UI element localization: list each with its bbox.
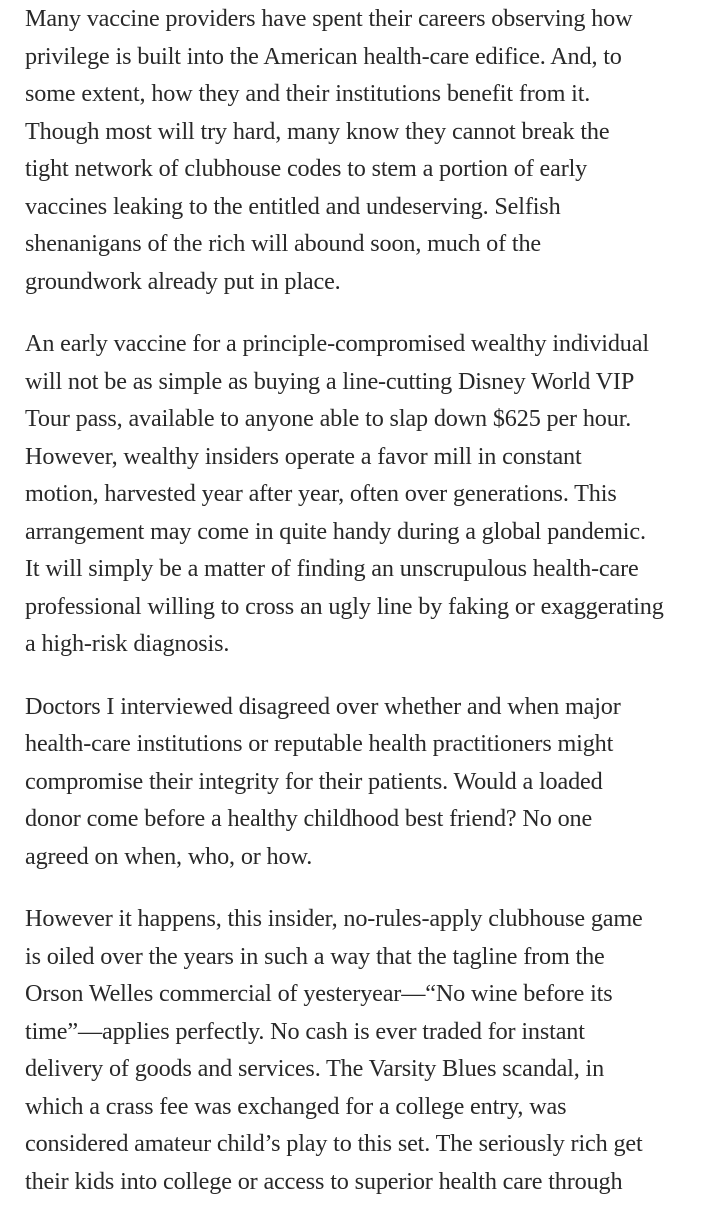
text-line: An early vaccine for a principle-compromised wealthy individual <box>25 330 649 357</box>
text-line: motion, harvested year after year, often over generations. This <box>25 480 617 507</box>
text-line: a high-risk diagnosis. <box>25 630 230 657</box>
text-line: professional willing to cross an ugly line by faking or exaggerating <box>25 592 664 620</box>
text-line: their kids into college or access to superior health care through <box>25 1167 623 1195</box>
text-line: arrangement may come in quite handy during a global pandemic. <box>25 517 646 545</box>
text-line: agreed on when, who, or how. <box>25 842 313 870</box>
text-line: Many vaccine providers have spent their careers observing how <box>25 5 633 32</box>
text-line: However it happens, this insider, no-rules-apply clubhouse game <box>25 905 643 932</box>
text-line: Doctors I interviewed disagreed over whether and when major <box>25 692 621 720</box>
text-line: time”—applies perfectly. No cash is ever traded for instant <box>25 1017 585 1045</box>
text-line: considered amateur child’s play to this set. The seriously rich get <box>25 1130 643 1157</box>
text-line: compromise their integrity for their patients. Would a loaded <box>25 767 603 795</box>
text-line: vaccines leaking to the entitled and undeserving. Selfish <box>25 192 561 220</box>
paragraph-1 <box>25 0 715 300</box>
text-line: tight network of clubhouse codes to stem a portion of early <box>25 155 588 182</box>
paragraph-2 <box>25 325 715 663</box>
text-line: However, wealthy insiders operate a favor mill in constant <box>25 442 582 470</box>
text-line: delivery of goods and services. The Varsity Blues scandal, in <box>25 1055 605 1082</box>
text-line: privilege is built into the American health-care edifice. And, to <box>25 42 622 70</box>
article-body <box>25 0 715 1200</box>
text-line: groundwork already put in place. <box>25 267 341 295</box>
paragraph-4 <box>25 900 715 1200</box>
text-line: is oiled over the years in such a way that the tagline from the <box>25 942 605 970</box>
text-line: will not be as simple as buying a line-cutting Disney World VIP <box>25 367 635 395</box>
text-line: Though most will try hard, many know they cannot break the <box>25 117 610 145</box>
text-line: Tour pass, available to anyone able to slap down $625 per hour. <box>25 405 632 432</box>
text-line: some extent, how they and their institutions benefit from it. <box>25 80 591 107</box>
text-line: Orson Welles commercial of yesteryear—“No wine before its <box>25 980 613 1007</box>
text-line: donor come before a healthy childhood best friend? No one <box>25 805 593 832</box>
text-line: shenanigans of the rich will abound soon, much of the <box>25 230 542 257</box>
text-line: which a crass fee was exchanged for a college entry, was <box>25 1092 567 1120</box>
text-line: It will simply be a matter of finding an unscrupulous health-care <box>25 555 639 582</box>
paragraph-3 <box>25 688 715 876</box>
text-line: health-care institutions or reputable health practitioners might <box>25 730 614 757</box>
